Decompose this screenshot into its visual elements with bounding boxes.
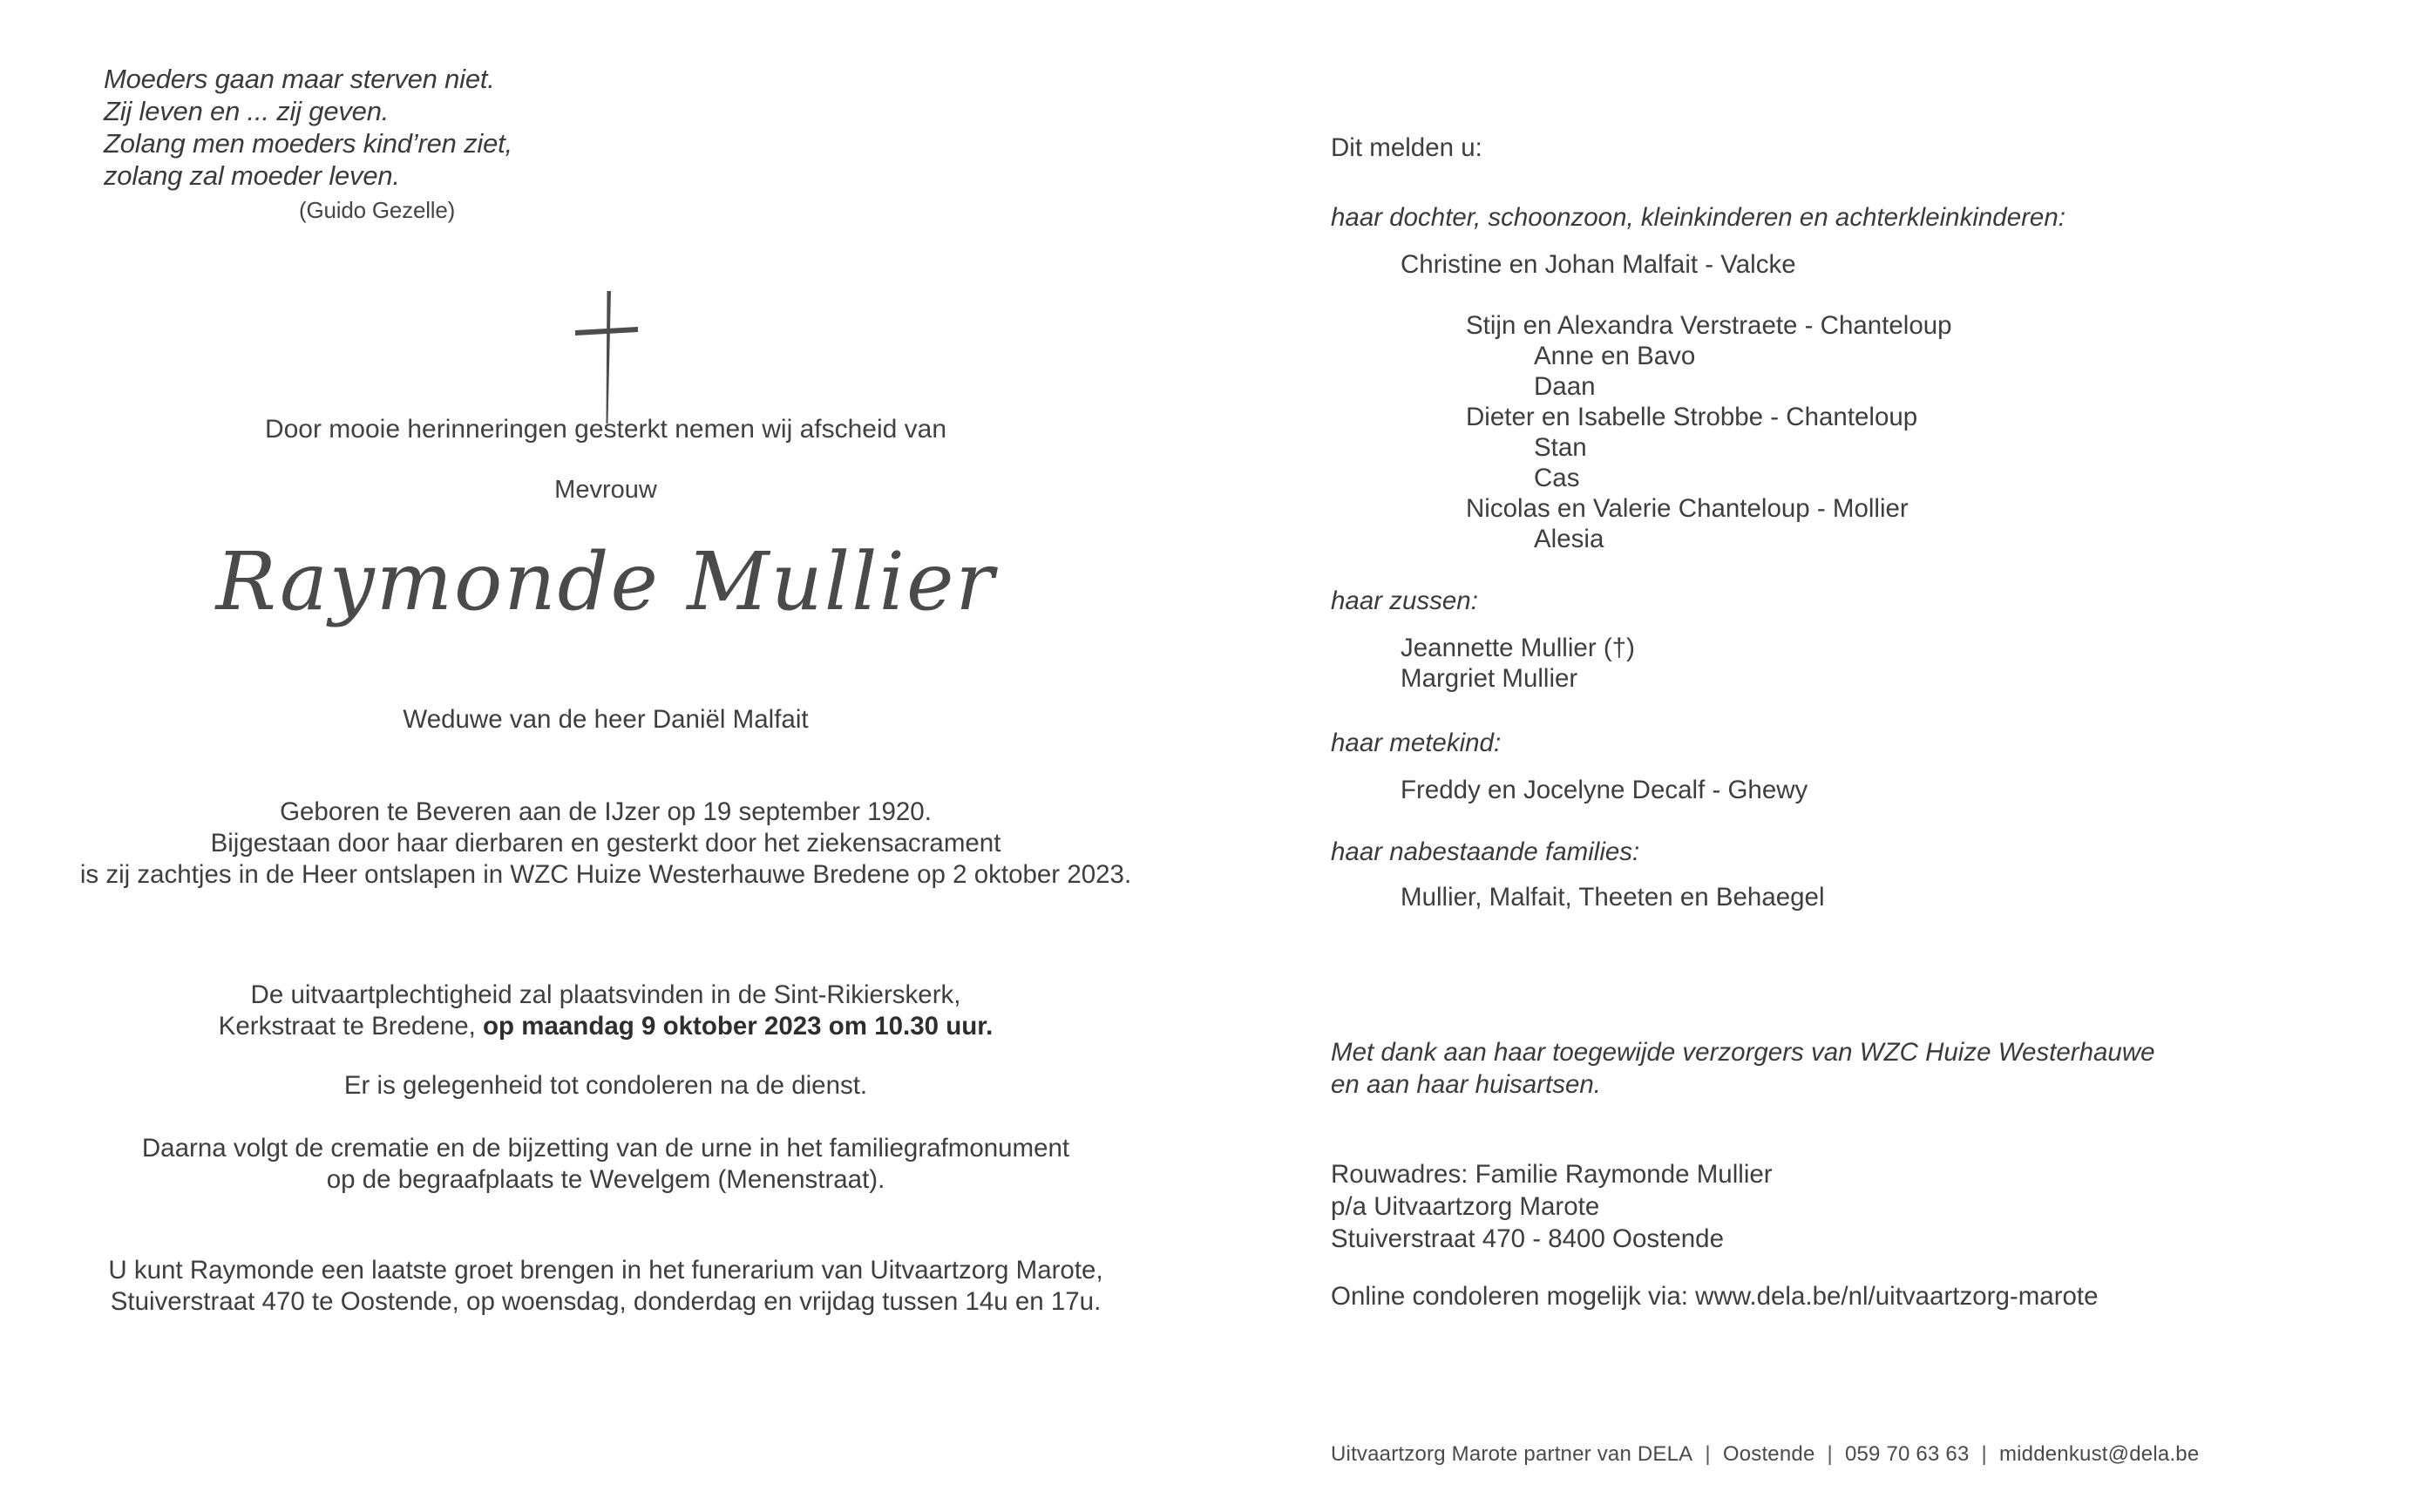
mourning-line3: Stuiverstraat 470 - 8400 Oostende bbox=[1331, 1224, 1724, 1253]
service-line1: De uitvaartplechtigheid zal plaatsvinden in de Sint-Rikierskerk, bbox=[250, 980, 961, 1009]
mourning-line1: Rouwadres: Familie Raymonde Mullier bbox=[1331, 1160, 1773, 1189]
footer-separator: | bbox=[1827, 1442, 1833, 1466]
family-entry: Freddy en Jocelyne Decalf - Ghewy bbox=[1401, 776, 1808, 804]
poem-attribution: (Guido Gezelle) bbox=[299, 197, 456, 223]
condolence-line: Er is gelegenheid tot condoleren na de dienst. bbox=[343, 1071, 868, 1100]
sisters-section-header: haar zussen: bbox=[1331, 586, 1478, 615]
left-page bbox=[0, 0, 1211, 1512]
service-line2 bbox=[0, 1011, 1211, 1042]
family-entry: Anne en Bavo bbox=[1534, 342, 1696, 370]
right-page bbox=[1331, 0, 2429, 1512]
life-paragraph bbox=[0, 797, 1211, 891]
announcement-header: Dit melden u: bbox=[1331, 133, 1482, 162]
footer-email: middenkust@dela.be bbox=[1998, 1442, 2200, 1466]
service-location: Kerkstraat te Bredene, bbox=[218, 1012, 484, 1041]
support-line: Bijgestaan door haar dierbaren en gesterkt door het ziekensacrament bbox=[210, 829, 1001, 858]
cremation-line1: Daarna volgt de crematie en de bijzetting van de urne in het familiegrafmonument bbox=[141, 1134, 1070, 1163]
footer-phone: 059 70 63 63 bbox=[1844, 1442, 1970, 1466]
footer bbox=[1331, 1442, 2199, 1467]
birth-line: Geboren te Beveren aan de IJzer op 19 september 1920. bbox=[280, 797, 932, 826]
thanks-line2: en aan haar huisartsen. bbox=[1331, 1070, 1601, 1099]
family-entry: Stijn en Alexandra Verstraete - Chanteloup bbox=[1466, 311, 1952, 340]
widow-line: Weduwe van de heer Daniël Malfait bbox=[403, 705, 809, 734]
visitation-paragraph bbox=[0, 1255, 1211, 1318]
families-section-entries bbox=[1331, 882, 1825, 912]
family-entry: Dieter en Isabelle Strobbe - Chanteloup bbox=[1466, 403, 1918, 431]
poem-line: Moeders gaan maar sterven niet. bbox=[104, 64, 495, 94]
poem-line: Zij leven en ... zij geven. bbox=[104, 96, 390, 126]
mourning-line2: p/a Uitvaartzorg Marote bbox=[1331, 1192, 1600, 1221]
footer-separator: | bbox=[1981, 1442, 1987, 1466]
online-condolence-line: Online condoleren mogelijk via: www.dela.be/nl/uitvaartzorg-marote bbox=[1331, 1282, 2099, 1311]
footer-city: Oostende bbox=[1722, 1442, 1815, 1466]
family-entry: Christine en Johan Malfait - Valcke bbox=[1401, 250, 1796, 279]
family-entry: Cas bbox=[1534, 464, 1580, 492]
funeral-service-paragraph bbox=[0, 980, 1211, 1042]
family-entry: Margriet Mullier bbox=[1401, 664, 1578, 693]
daughter-section-entries bbox=[1331, 249, 1952, 554]
visit-line2: Stuiverstraat 470 te Oostende, op woensdag, donderdag en vrijdag tussen 14u en 17u. bbox=[110, 1287, 1102, 1316]
opening-poem bbox=[104, 63, 512, 227]
family-entry: Alesia bbox=[1534, 525, 1604, 553]
sisters-section-entries bbox=[1331, 633, 1635, 694]
family-entry: Daan bbox=[1534, 372, 1596, 401]
family-entry: Mullier, Malfait, Theeten en Behaegel bbox=[1401, 883, 1825, 912]
footer-company: Uitvaartzorg Marote partner van DELA bbox=[1331, 1442, 1693, 1466]
footer-separator: | bbox=[1705, 1442, 1711, 1466]
cremation-line2: op de begraafplaats te Wevelgem (Menenstraat). bbox=[326, 1165, 885, 1194]
service-datetime: op maandag 9 oktober 2023 om 10.30 uur. bbox=[483, 1012, 994, 1041]
godchild-section-header: haar metekind: bbox=[1331, 729, 1502, 757]
salutation: Mevrouw bbox=[554, 476, 657, 504]
latin-cross-icon bbox=[568, 289, 643, 425]
godchild-section-entries bbox=[1331, 775, 1808, 805]
deceased-name: Raymonde Mullier bbox=[215, 535, 996, 628]
poem-line: zolang zal moeder leven. bbox=[104, 160, 400, 191]
farewell-intro: Door mooie herinneringen gesterkt nemen wij afscheid van bbox=[264, 415, 947, 444]
family-entry: Jeannette Mullier (†) bbox=[1401, 634, 1635, 662]
thanks-line1: Met dank aan haar toegewijde verzorgers van WZC Huize Westerhauwe bbox=[1331, 1038, 2155, 1067]
family-entry: Nicolas en Valerie Chanteloup - Mollier bbox=[1466, 494, 1909, 523]
visit-line1: U kunt Raymonde een laatste groet brengen in het funerarium van Uitvaartzorg Marote, bbox=[108, 1256, 1103, 1285]
daughter-section-header: haar dochter, schoonzoon, kleinkinderen en achterkleinkinderen: bbox=[1331, 203, 2065, 232]
cremation-paragraph bbox=[0, 1133, 1211, 1196]
poem-line: Zolang men moeders kind’ren ziet, bbox=[104, 128, 512, 159]
thanks-paragraph bbox=[1331, 1036, 2155, 1101]
families-section-header: haar nabestaande families: bbox=[1331, 837, 1640, 866]
death-line: is zij zachtjes in de Heer ontslapen in WZC Huize Westerhauwe Bredene op 2 oktober 2023. bbox=[79, 860, 1132, 889]
mourning-address bbox=[1331, 1158, 1773, 1255]
family-entry: Stan bbox=[1534, 433, 1587, 462]
